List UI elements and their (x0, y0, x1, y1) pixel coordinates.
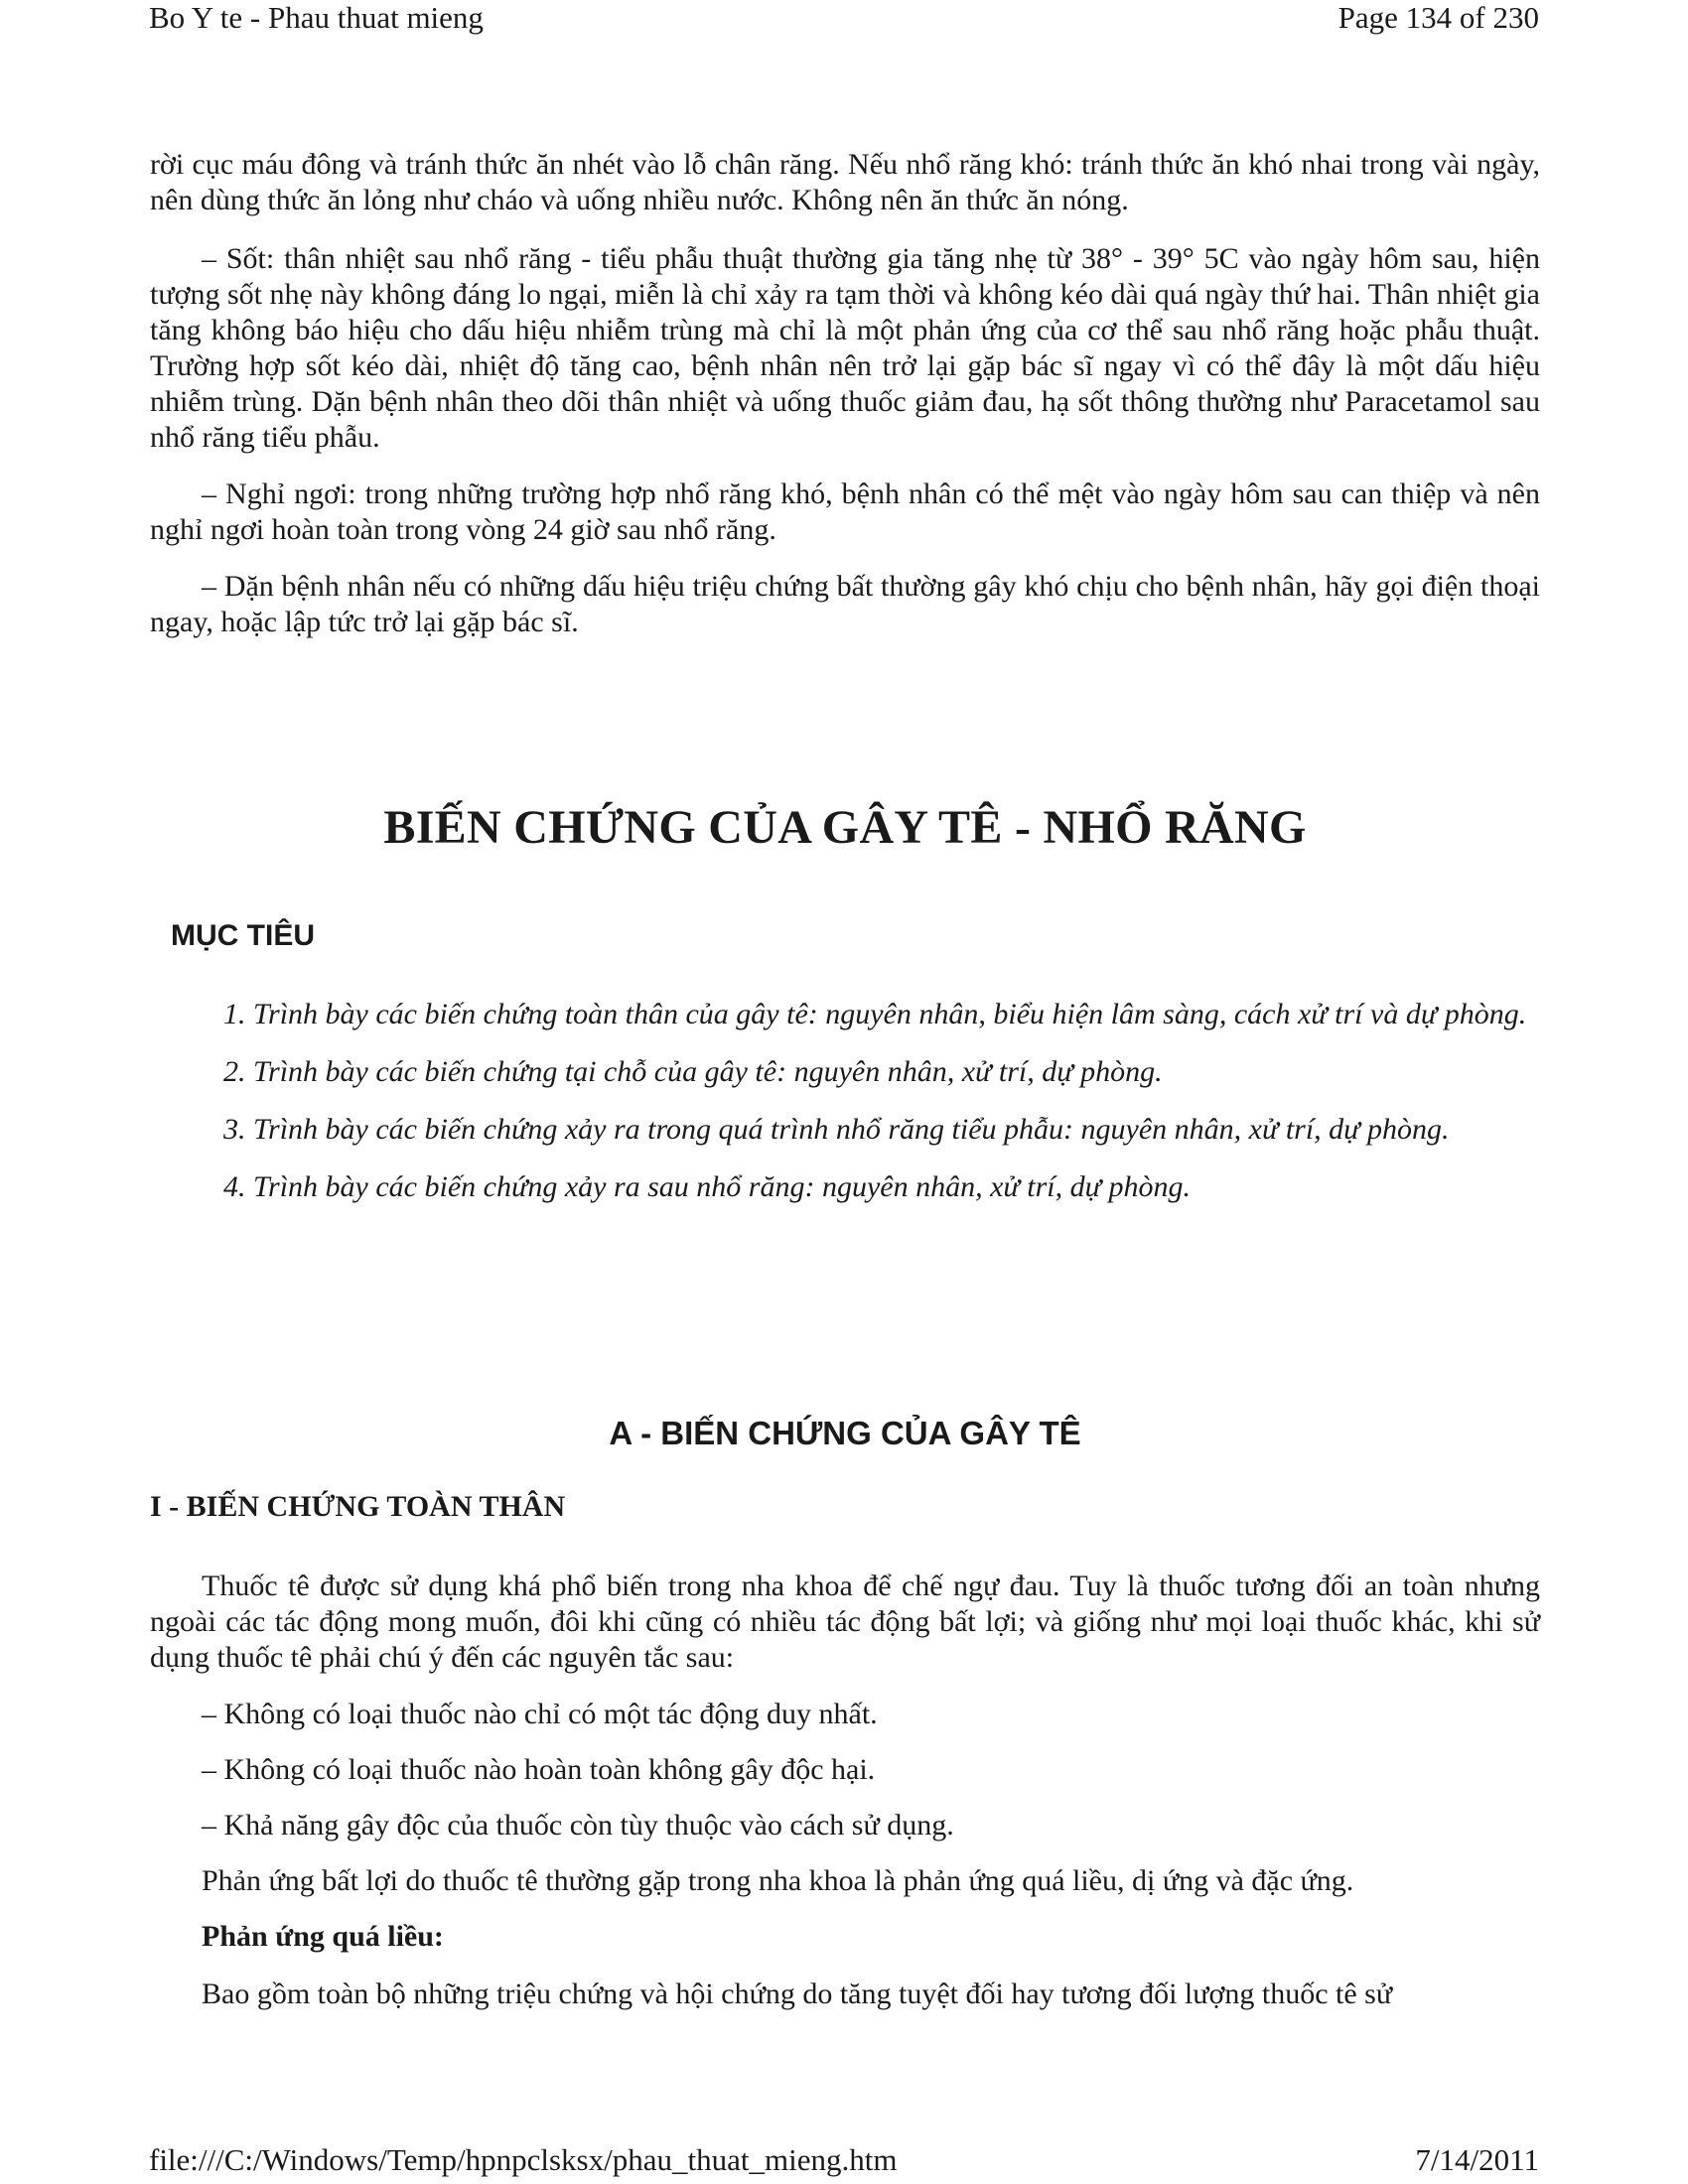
paragraph: Thuốc tê được sử dụng khá phổ biến trong nha khoa để chế ngự đau. Tuy là thuốc tương đối an toàn nhưng ngoài các tác động mong muốn, đôi khi cũng có nhiều tác động bất lợi; và giống như mọi loại thuốc khác, khi sử dụng thuốc tê phải chú ý đến các nguyên tắc sau: (150, 1570, 1540, 1674)
bullet-item: – Không có loại thuốc nào hoàn toàn không gây độc hại. (202, 1753, 876, 1786)
paragraph: rời cục máu đông và tránh thức ăn nhét vào lỗ chân răng. Nếu nhổ răng khó: tránh thức ăn khó nhai trong vài ngày, nên dùng thức ăn lỏng như cháo và uống nhiều nước. Không nên ăn thức ăn nóng. (150, 148, 1540, 216)
chapter-title: BIẾN CHỨNG CỦA GÂY TÊ - NHỔ RĂNG (383, 801, 1307, 854)
page-number: Page 134 of 230 (1337, 0, 1539, 35)
file-path: file:///C:/Windows/Temp/hpnpclsksx/phau_thuat_mieng.htm (149, 2142, 898, 2177)
objectives-list (223, 997, 1534, 1227)
document-body (150, 147, 1540, 2010)
page-footer (0, 2142, 1688, 2182)
paragraph: – Sốt: thân nhiệt sau nhổ răng - tiểu phẫu thuật thường gia tăng nhẹ từ 38° - 39° 5C vào ngày hôm sau, hiện tượng sốt nhẹ này không đáng lo ngại, miễn là chỉ xảy ra tạm thời và không kéo dài quá ngày thứ hai. Thân nhiệt gia tăng không báo hiệu cho dấu hiệu nhiễm trùng mà chỉ là một phản ứng của cơ thể sau nhổ răng hoặc phẫu thuật. Trường hợp sốt kéo dài, nhiệt độ tăng cao, bệnh nhân nên trở lại gặp bác sĩ ngay vì có thể đây là một dấu hiệu nhiễm trùng. Dặn bệnh nhân theo dõi thân nhiệt và uống thuốc giảm đau, hạ sốt thông thường như Paracetamol sau nhổ răng tiểu phẫu. (150, 242, 1540, 454)
paragraph: Bao gồm toàn bộ những triệu chứng và hội chứng do tăng tuyệt đối hay tương đối lượng thuốc tê sử (202, 1978, 1393, 2010)
print-date: 7/14/2011 (1415, 2142, 1539, 2177)
header-title: Bo Y te - Phau thuat mieng (149, 0, 484, 35)
objective-item: 3. Trình bày các biến chứng xảy ra trong quá trình nhổ răng tiểu phẫu: nguyên nhân, xử trí, dự phòng. (223, 1113, 1450, 1146)
section-i-heading: I - BIẾN CHỨNG TOÀN THÂN (150, 1490, 566, 1523)
bullet-item: – Không có loại thuốc nào chỉ có một tác động duy nhất. (202, 1698, 878, 1730)
objective-item: 4. Trình bày các biến chứng xảy ra sau nhổ răng: nguyên nhân, xử trí, dự phòng. (223, 1170, 1191, 1203)
section-body (150, 1569, 1540, 2012)
objectives-heading: MỤC TIÊU (171, 919, 315, 952)
page-header (0, 0, 1688, 40)
objective-item: 1. Trình bày các biến chứng toàn thân của gây tê: nguyên nhân, biểu hiện lâm sàng, cách xử trí và dự phòng. (223, 998, 1527, 1030)
paragraph: – Dặn bệnh nhân nếu có những dấu hiệu triệu chứng bất thường gây khó chịu cho bệnh nhân, hãy gọi điện thoại ngay, hoặc lập tức trở lại gặp bác sĩ. (150, 570, 1540, 638)
objective-item: 2. Trình bày các biến chứng tại chỗ của gây tê: nguyên nhân, xử trí, dự phòng. (223, 1055, 1163, 1088)
paragraph: Phản ứng bất lợi do thuốc tê thường gặp trong nha khoa là phản ứng quá liều, dị ứng và đặc ứng. (202, 1864, 1354, 1897)
section-a-heading: A - BIẾN CHỨNG CỦA GÂY TÊ (609, 1415, 1081, 1451)
paragraph: – Nghỉ ngơi: trong những trường hợp nhổ răng khó, bệnh nhân có thể mệt vào ngày hôm sau can thiệp và nên nghỉ ngơi hoàn toàn trong vòng 24 giờ sau nhổ răng. (150, 478, 1540, 546)
bullet-item: – Khả năng gây độc của thuốc còn tùy thuộc vào cách sử dụng. (202, 1809, 954, 1842)
subheading: Phản ứng quá liều: (202, 1920, 444, 1953)
